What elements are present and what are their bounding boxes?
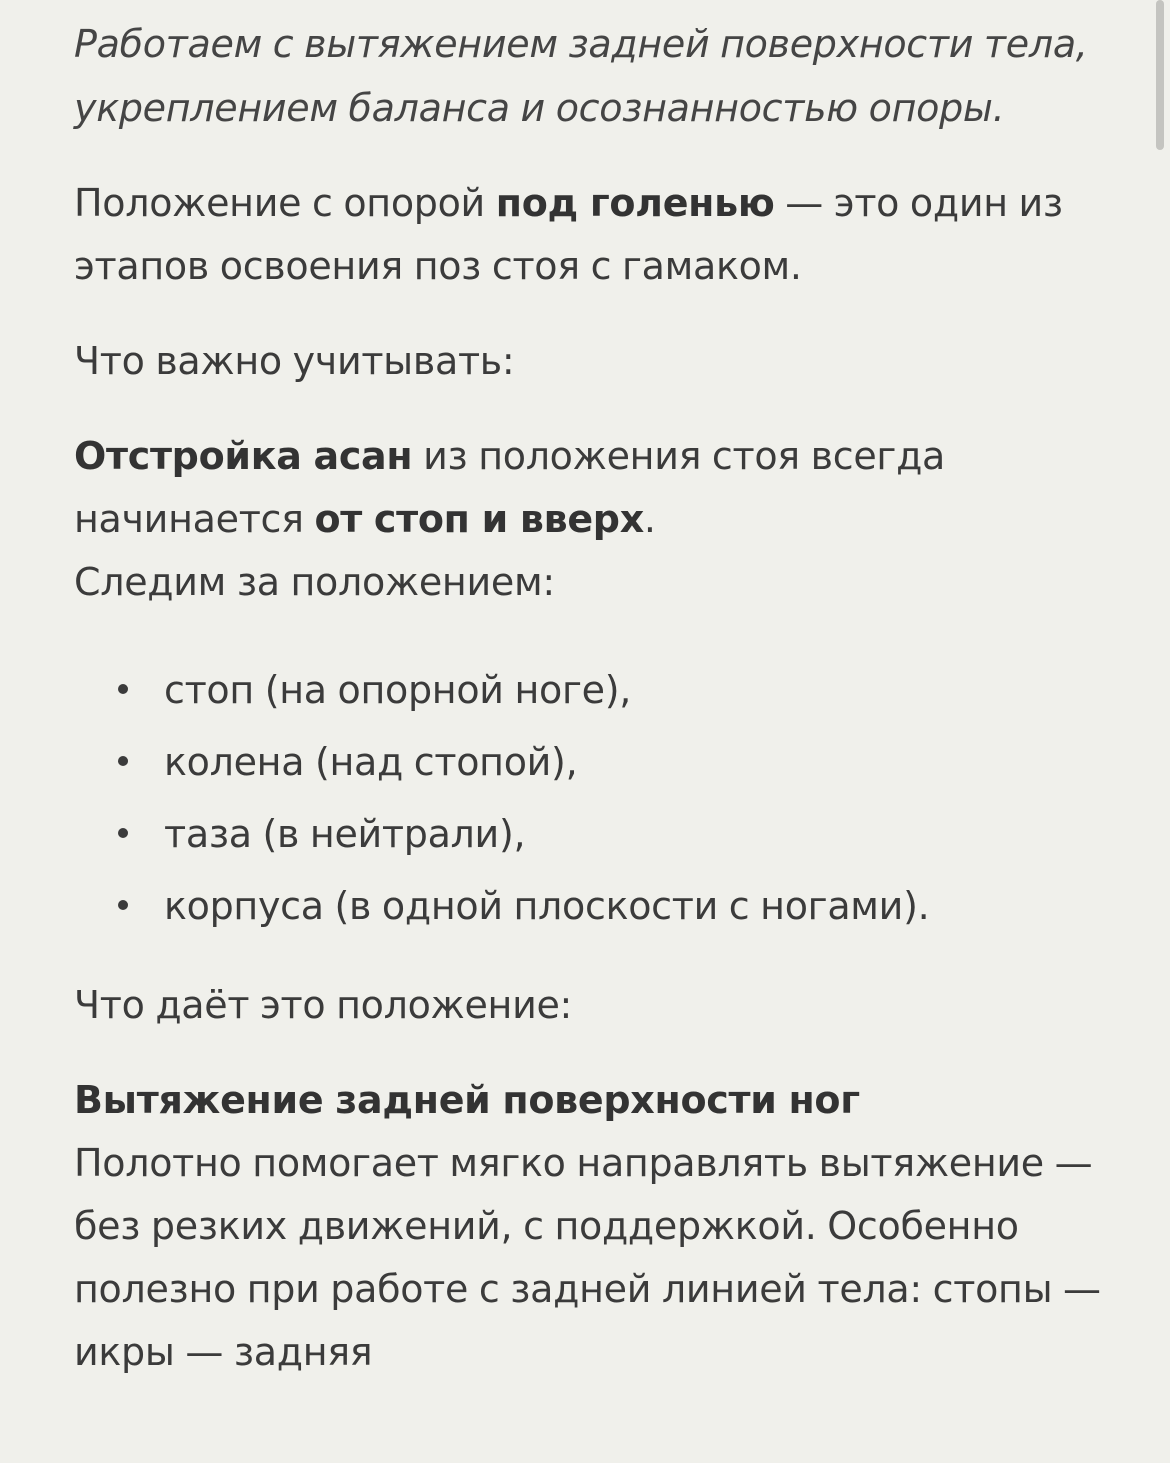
bullet-icon: [118, 684, 128, 694]
alignment-text-1: из положения стоя всегда начинается: [74, 434, 946, 541]
position-text-after: — это один из этапов освоения поз стоя с гамаком.: [74, 181, 1063, 288]
benefit-paragraph: [74, 1069, 1134, 1384]
position-bold: под голенью: [495, 181, 775, 225]
benefit-title: Вытяжение задней поверхности ног: [74, 1078, 860, 1122]
alignment-bold-2: от стоп и вверх: [314, 497, 644, 541]
list-item-text: колена (над стопой),: [164, 740, 578, 784]
benefit-text: Полотно помогает мягко направлять вытяжение — без резких движений, с поддержкой. Особенно полезно при работе с задней линией тела: стопы — икры — задняя: [74, 1141, 1101, 1374]
alignment-text-2: .: [643, 497, 656, 541]
checklist: [74, 654, 1134, 942]
bullet-icon: [118, 756, 128, 766]
benefits-heading: Что даёт это положение:: [74, 983, 573, 1027]
list-item: [74, 726, 1134, 798]
list-item-text: стоп (на опорной ноге),: [164, 668, 632, 712]
list-item: [74, 870, 1134, 942]
alignment-bold-1: Отстройка асан: [74, 434, 413, 478]
intro-paragraph: Работаем с вытяжением задней поверхности тела, укреплением баланса и осознанностью опоры.: [74, 22, 1088, 130]
bullet-icon: [118, 828, 128, 838]
list-item: [74, 798, 1134, 870]
important-heading: Что важно учитывать:: [74, 339, 515, 383]
list-item: [74, 654, 1134, 726]
position-text-before: Положение с опорой: [74, 181, 496, 225]
alignment-paragraph: [74, 425, 1134, 614]
alignment-follow: Следим за положением:: [74, 560, 555, 604]
scrollbar[interactable]: [1156, 0, 1164, 150]
article-body: [74, 12, 1134, 1384]
list-item-text: корпуса (в одной плоскости с ногами).: [164, 884, 930, 928]
bullet-icon: [118, 900, 128, 910]
position-paragraph: [74, 172, 1134, 298]
list-item-text: таза (в нейтрали),: [164, 812, 526, 856]
